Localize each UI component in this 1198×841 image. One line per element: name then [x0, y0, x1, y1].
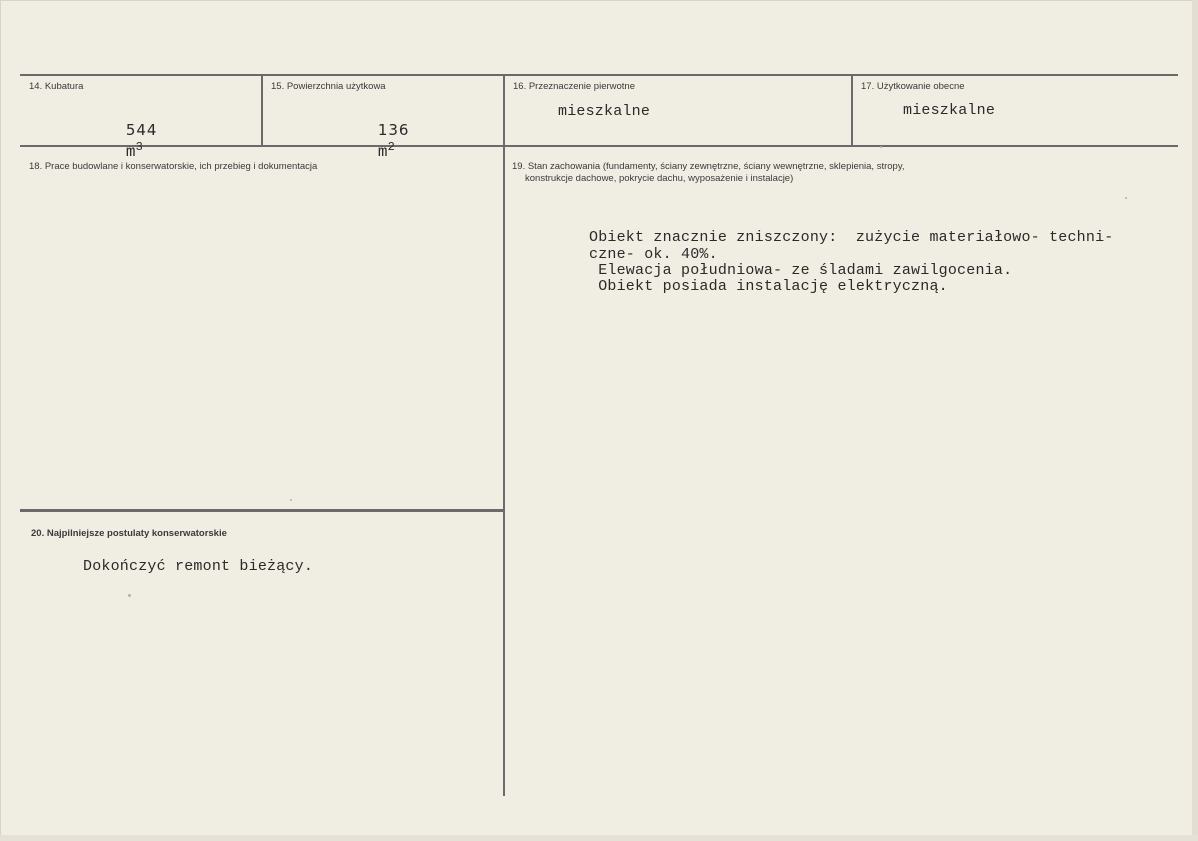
divider-16-17 — [851, 74, 853, 146]
field-19-label-line2: konstrukcje dachowe, pokrycie dachu, wyposażenie i instalacje) — [525, 173, 794, 184]
divider-14-15 — [261, 74, 263, 146]
area-unit — [377, 140, 396, 161]
field-16-value: mieszkalne — [558, 103, 651, 120]
cubature-unit-text: m — [125, 143, 136, 161]
cubature-unit — [125, 140, 144, 161]
card-edge-bottom — [0, 835, 1198, 841]
cubature-exponent: 3 — [135, 140, 144, 154]
cubature-number: 544 — [125, 121, 158, 139]
condition-text-line-4: Obiekt posiada instalację elektryczną. — [589, 278, 948, 295]
row1-bottom-rule — [20, 145, 1178, 147]
paper-speck — [128, 594, 131, 597]
field-14-label: 14. Kubatura — [29, 81, 84, 92]
field-18-label: 18. Prace budowlane i konserwatorskie, ich przebieg i dokumentacja — [29, 161, 318, 172]
condition-text-line-3: Elewacja południowa- ze śladami zawilgocenia. — [589, 262, 1013, 279]
card-edge-right — [1192, 0, 1198, 841]
field-16-label: 16. Przeznaczenie pierwotne — [513, 81, 635, 92]
field-15-value — [341, 104, 409, 178]
area-unit-text: m — [377, 143, 388, 161]
field-20-label: 20. Najpilniejsze postulaty konserwatorskie — [31, 528, 227, 539]
field-19-label-line1: 19. Stan zachowania (fundamenty, ściany zewnętrzne, ściany wewnętrzne, sklepienia, stropy, — [512, 161, 905, 172]
area-number: 136 — [377, 121, 410, 139]
divider-15-16 — [503, 74, 505, 796]
field-20-value: Dokończyć remont bieżący. — [83, 558, 314, 575]
top-rule — [20, 74, 1178, 76]
field18-bottom-rule — [20, 509, 504, 512]
paper-speck — [290, 499, 292, 501]
paper-speck — [1125, 197, 1127, 199]
area-exponent: 2 — [387, 140, 396, 154]
field-17-value: mieszkalne — [903, 102, 996, 119]
paper-speck — [880, 146, 882, 148]
field-17-label: 17. Użytkowanie obecne — [861, 81, 965, 92]
condition-text-line-2: czne- ok. 40%. — [589, 246, 718, 263]
condition-text-line-1: Obiekt znacznie zniszczony: zużycie materiałowo- techni- — [589, 229, 1114, 246]
field-15-label: 15. Powierzchnia użytkowa — [271, 81, 386, 92]
